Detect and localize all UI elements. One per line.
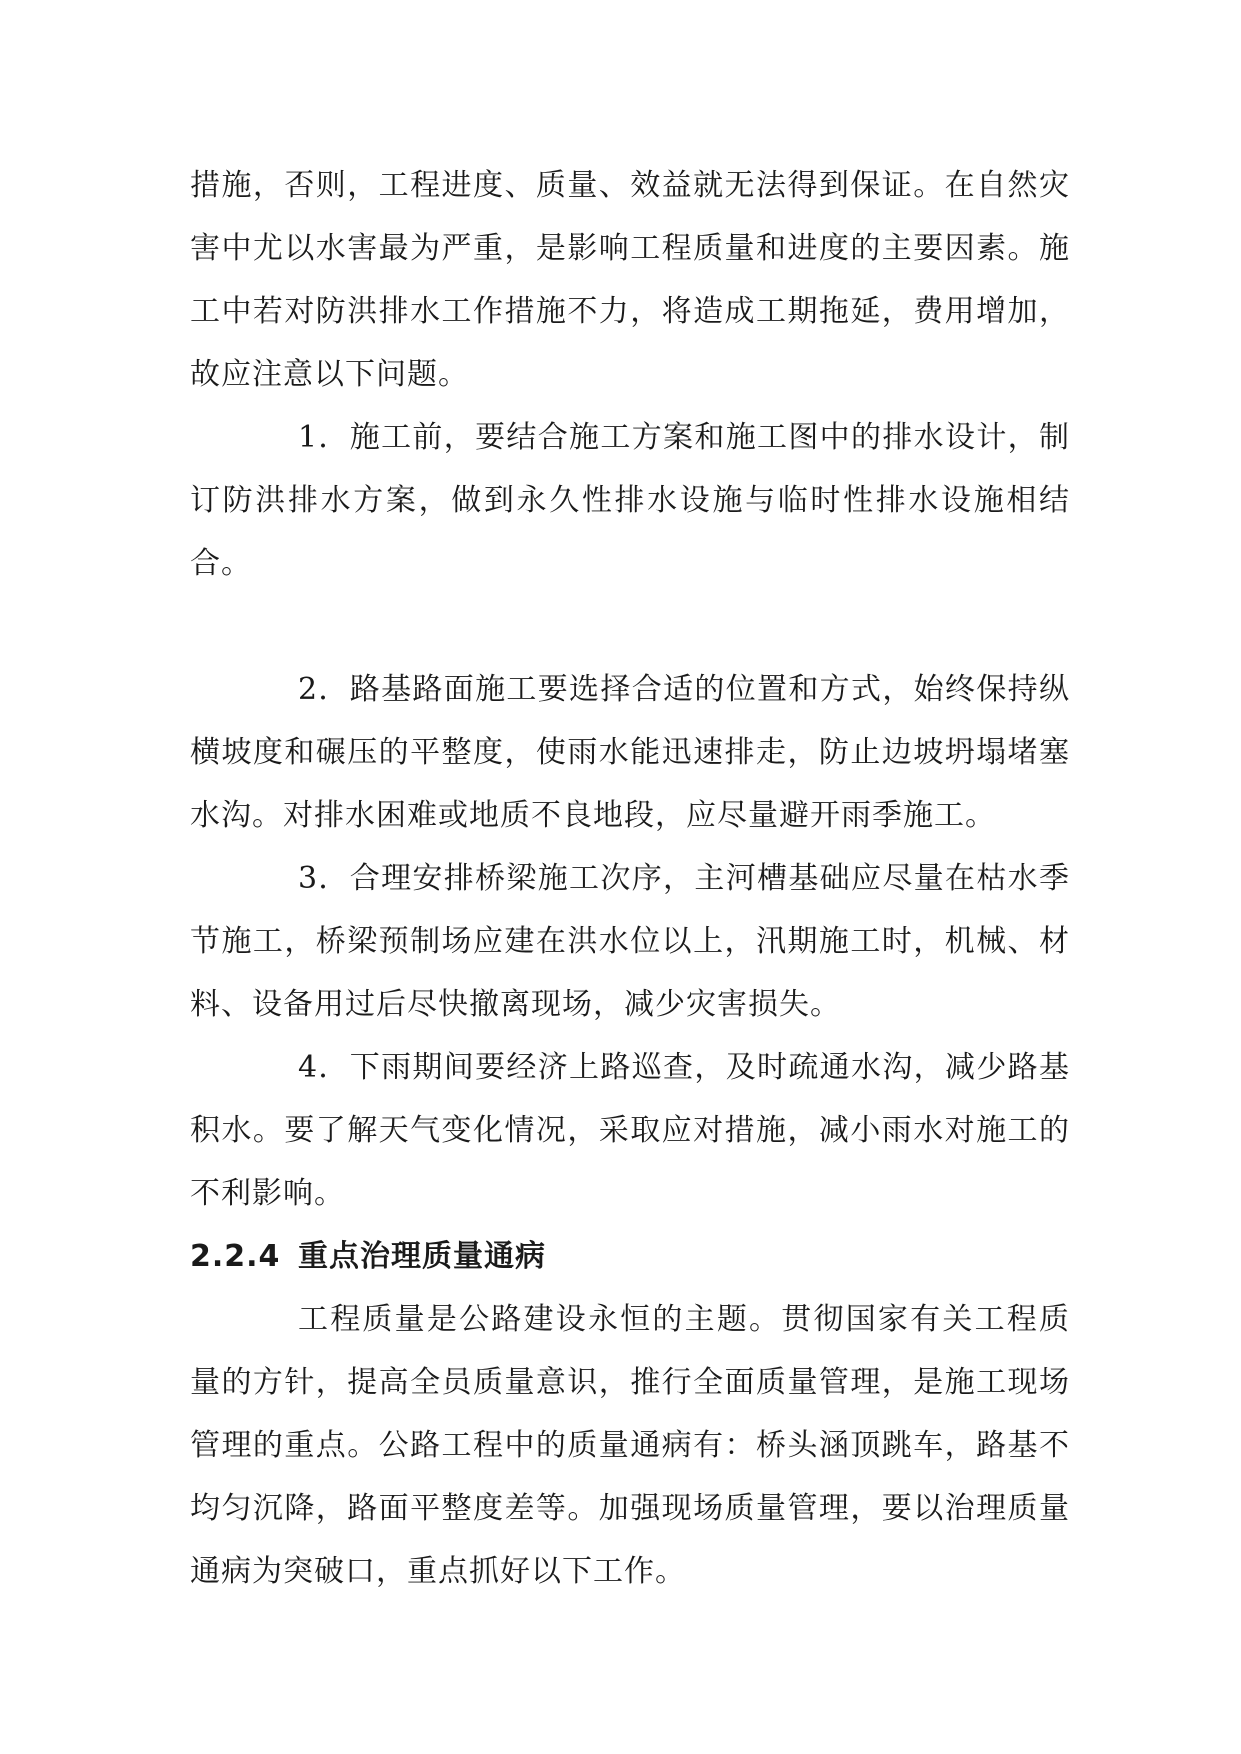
section-title: 重点治理质量通病 — [298, 1239, 546, 1274]
paragraph-item-1: 1．施工前，要结合施工方案和施工图中的排水设计，制订防洪排水方案，做到永久性排水设施与临时性排水设施相结合。 — [190, 420, 1070, 581]
section-heading — [190, 1225, 1070, 1288]
paragraph-item-3: 3．合理安排桥梁施工次序，主河槽基础应尽量在枯水季节施工，桥梁预制场应建在洪水位以上，汛期施工时，机械、材料、设备用过后尽快撤离现场，减少灾害损失。 — [190, 861, 1070, 1022]
paragraph-flood-measures: 措施，否则，工程进度、质量、效益就无法得到保证。在自然灾害中尤以水害最为严重，是影响工程质量和进度的主要因素。施工中若对防洪排水工作措施不力，将造成工期拖延，费用增加，故应注意以下问题。 — [190, 168, 1070, 392]
paragraph-item-2: 2．路基路面施工要选择合适的位置和方式，始终保持纵横坡度和碾压的平整度，使雨水能迅速排走，防止边坡坍塌堵塞水沟。对排水困难或地质不良地段，应尽量避开雨季施工。 — [190, 672, 1070, 833]
document-page — [190, 154, 1070, 1603]
paragraph-quality-intro: 工程质量是公路建设永恒的主题。贯彻国家有关工程质量的方针，提高全员质量意识，推行全面质量管理，是施工现场管理的重点。公路工程中的质量通病有：桥头涵顶跳车，路基不均匀沉降，路面平整度差等。加强现场质量管理，要以治理质量通病为突破口，重点抓好以下工作。 — [190, 1302, 1070, 1589]
section-number: 2.2.4 — [190, 1239, 281, 1274]
paragraph-item-4: 4．下雨期间要经济上路巡查，及时疏通水沟，减少路基积水。要了解天气变化情况，采取应对措施，减小雨水对施工的不利影响。 — [190, 1050, 1070, 1211]
